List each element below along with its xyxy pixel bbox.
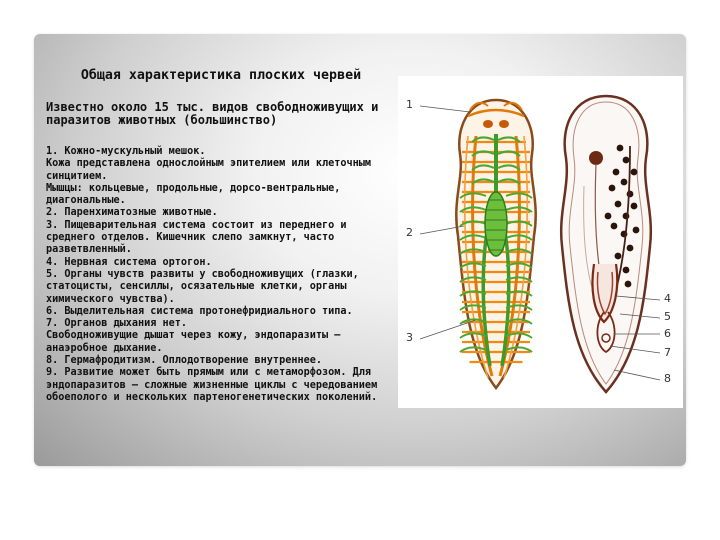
list-item: 2. Паренхиматозные животные.: [46, 207, 218, 219]
list-item: Мышцы: кольцевые, продольные, дорсо-вентральные, диагональные.: [46, 182, 341, 207]
worm-nervous-digestive-illustration: [456, 100, 535, 388]
list-item: 3. Пищеварительная система состоит из переднего и среднего отделов. Кишечник слепо замкнут, часто разветвленный.: [46, 219, 347, 256]
figure-label-8: 8: [664, 372, 671, 385]
list-item: 7. Органов дыхания нет.: [46, 318, 188, 330]
list-item: 9. Развитие может быть прямым или с метаморфозом. Для эндопаразитов – сложные жизненные циклы с чередованием обоеполого и нескольких партеногенетических поколений.: [46, 367, 378, 403]
list-item: 8. Гермафродитизм. Оплодотворение внутреннее.: [46, 355, 323, 367]
flatworm-anatomy-figure: [398, 76, 683, 408]
list-item: 1. Кожно-мускульный мешок.: [46, 146, 206, 157]
list-item: Свободноживущие дышат через кожу, эндопаразиты – анаэробное дыхание.: [46, 330, 341, 354]
figure-label-2: 2: [406, 226, 413, 239]
list-item: 4. Нервная система ортогон.: [46, 256, 212, 268]
figure-label-3: 3: [406, 331, 413, 344]
list-item: 5. Органы чувств развиты у свободноживущих (глазки, статоцисты, сенсиллы, осязательные клетки, органы химического чувства).: [46, 268, 359, 305]
slide-title: Общая характеристика плоских червей: [80, 68, 362, 83]
worm-reproductive-illustration: [561, 96, 651, 392]
figure-label-6: 6: [664, 327, 671, 340]
list-item: Кожа представлена однослойным эпителием или клеточным синцитием.: [46, 158, 372, 182]
list-item: 6. Выделительная система протонефридиального типа.: [46, 305, 353, 317]
figure-label-5: 5: [664, 310, 671, 323]
figure-label-7: 7: [664, 346, 671, 359]
characteristics-list: [46, 146, 382, 404]
figure-label-4: 4: [664, 292, 671, 305]
intro-paragraph: Известно около 15 тыс. видов свободноживущих и паразитов животных (большинство): [46, 100, 379, 127]
figure-label-1: 1: [406, 98, 413, 111]
